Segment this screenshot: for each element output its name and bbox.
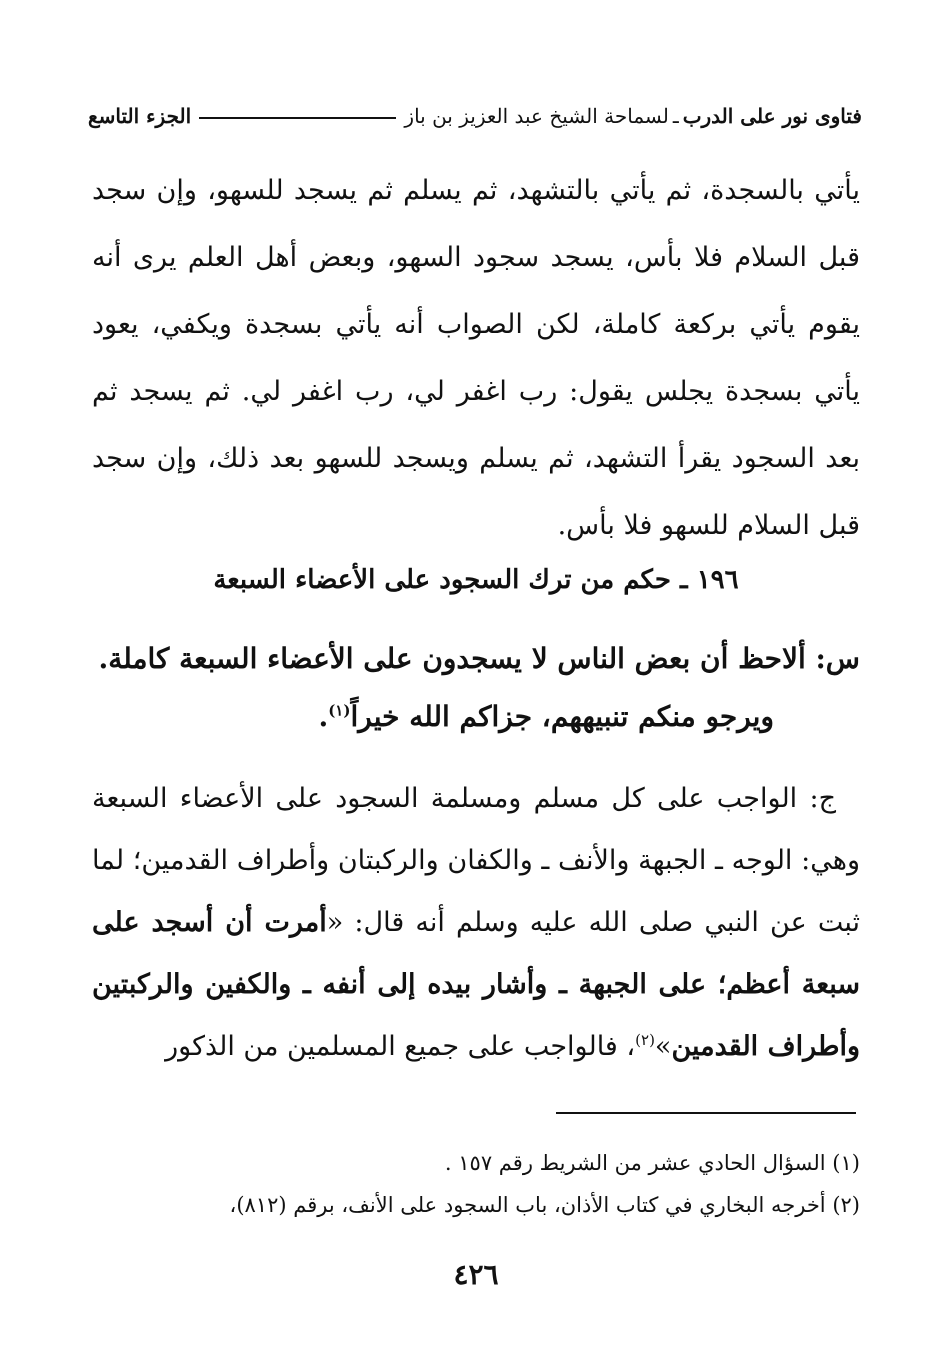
book-author: لسماحة الشيخ عبد العزيز بن باز xyxy=(404,104,669,128)
footnotes xyxy=(92,1142,860,1226)
question-line-2 xyxy=(92,688,860,746)
answer-paragraph xyxy=(92,768,860,1078)
question-block xyxy=(92,630,860,746)
footnote-2: (٢) أخرجه البخاري في كتاب الأذان، باب السجود على الأنف، برقم (٨١٢)، xyxy=(229,1193,860,1217)
footnote-separator xyxy=(556,1112,856,1114)
header-dash: ـ xyxy=(672,104,679,128)
section-heading: ١٩٦ ـ حكم من ترك السجود على الأعضاء السبعة xyxy=(213,565,739,595)
footnote-ref-2: (٢) xyxy=(635,1031,655,1049)
answer-text-2: ، فالواجب على جميع المسلمين من الذكور xyxy=(165,1031,636,1062)
footnote-ref-1: (١) xyxy=(328,701,351,720)
book-title: فتاوى نور على الدرب xyxy=(682,104,862,128)
page-number: ٤٢٦ xyxy=(453,1258,499,1291)
footnote-1: (١) السؤال الحادي عشر من الشريط رقم ١٥٧ . xyxy=(444,1151,860,1175)
running-header xyxy=(88,102,862,130)
paragraph-text: يأتي بالسجدة، ثم يأتي بالتشهد، ثم يسلم ثم يسجد للسهو، وإن سجد قبل السلام فلا بأس، يسجد سجود السهو، وبعض أهل العلم يرى أنه يقوم يأتي بركعة كاملة، لكن الصواب أنه يأتي بسجدة ويكفي، يعود يأتي بسجدة يجلس يقول: رب اغفر لي، رب اغفر لي. ثم يسجد ثم بعد السجود يقرأ التشهد، ثم يسلم ويسجد للسهو بعد ذلك، وإن سجد قبل السلام للسهو فلا بأس. xyxy=(92,175,860,541)
paragraph-continued xyxy=(92,157,860,559)
header-rule xyxy=(199,117,396,119)
volume-label: الجزء التاسع xyxy=(88,104,192,128)
hadith-quote: أمرت أن أسجد على سبعة أعظم؛ على الجبهة ـ وأشار بيده إلى أنفه ـ والكفين والركبتين وأطراف القدمين xyxy=(92,907,860,1062)
answer-text-1: ج: الواجب على كل مسلم ومسلمة السجود على الأعضاء السبعة وهي: الوجه ـ الجبهة والأنف ـ والكفان والركبتان وأطراف القدمين؛ لما ثبت عن النبي صلى الله عليه وسلم أنه قال: « xyxy=(92,783,860,938)
question-end: . xyxy=(318,700,329,733)
hadith-close: » xyxy=(654,1031,672,1062)
answer-block xyxy=(92,768,860,1078)
question-line-2-text: ويرجو منكم تنبيههم، جزاكم الله خيراً xyxy=(350,700,774,733)
question-line-1: س: ألاحظ أن بعض الناس لا يسجدون على الأعضاء السبعة كاملة. xyxy=(98,642,860,675)
